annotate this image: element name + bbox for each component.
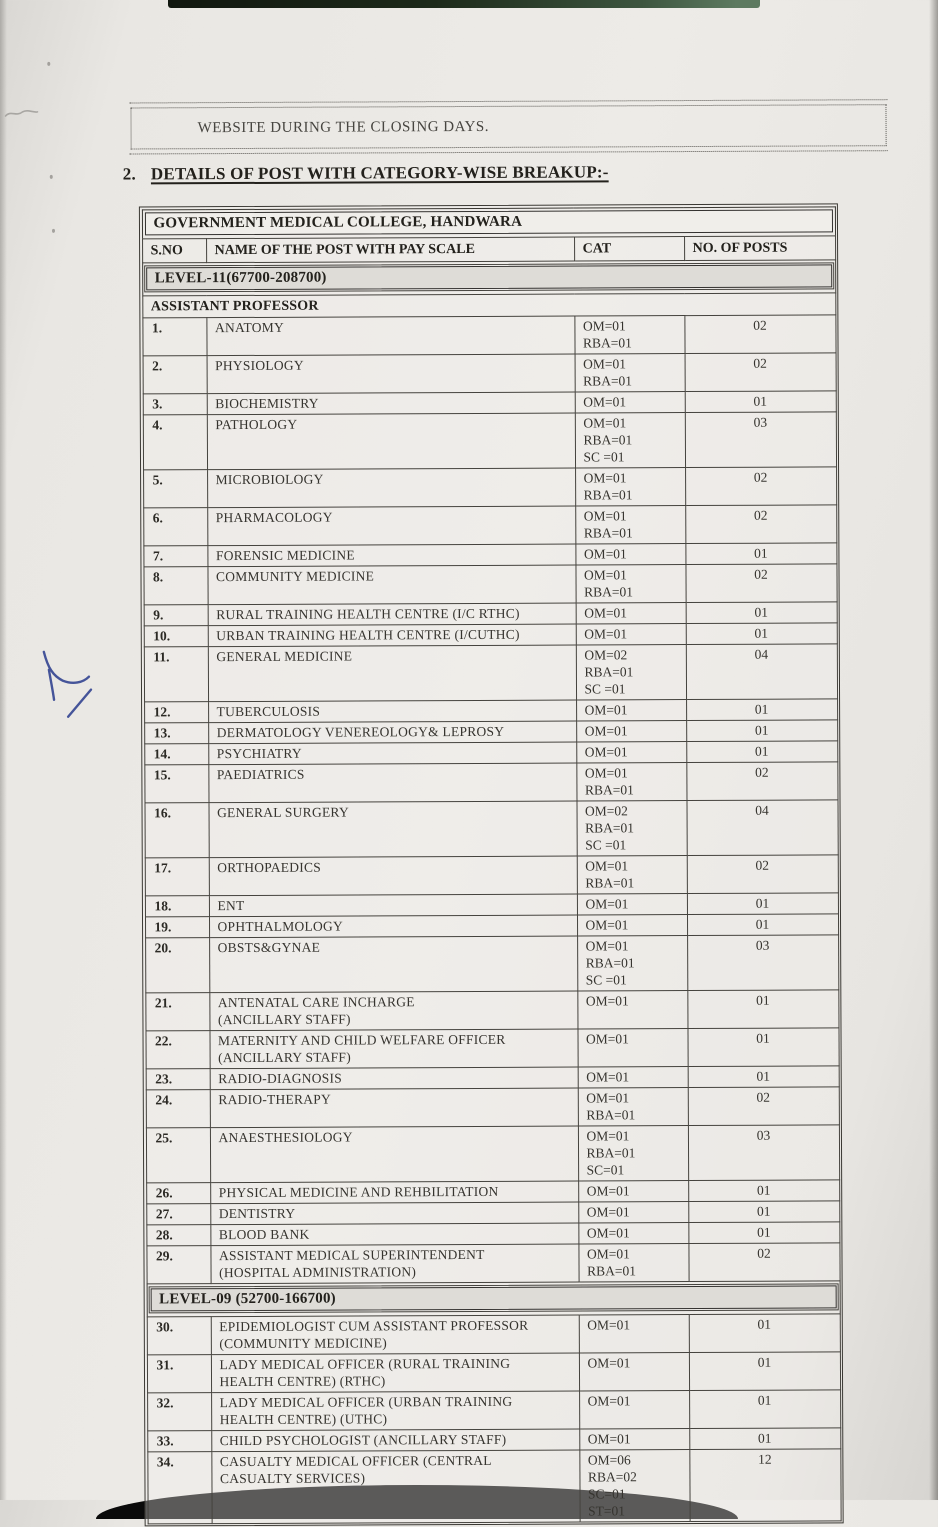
cell-serial-number: 18. — [145, 895, 209, 916]
table-row — [147, 1389, 840, 1430]
cell-category-breakup: OM=01 — [579, 1428, 689, 1449]
cell-serial-number: 22. — [145, 1030, 209, 1068]
cell-number-of-posts: 01 — [689, 1427, 840, 1449]
cell-serial-number: 11. — [144, 646, 208, 701]
ink-speck — [50, 175, 53, 179]
cell-serial-number: 3. — [143, 393, 207, 414]
cell-post-name: PATHOLOGY — [207, 413, 575, 470]
cell-number-of-posts: 12 — [689, 1448, 840, 1521]
cell-post-name: PHYSIOLOGY — [207, 354, 575, 394]
cell-serial-number: 14. — [144, 743, 208, 764]
table-row — [146, 1086, 839, 1127]
cell-category-breakup: OM=01 RBA=01 — [574, 315, 684, 353]
cell-serial-number: 34. — [147, 1451, 211, 1523]
cell-serial-number: 25. — [146, 1127, 210, 1182]
cell-post-name: OPHTHALMOLOGY — [209, 915, 577, 938]
cell-number-of-posts: 01 — [686, 622, 837, 644]
table-row — [144, 761, 837, 802]
cell-post-name: GENERAL SURGERY — [208, 801, 576, 858]
col-header-sno: S.NO — [142, 238, 206, 262]
cell-category-breakup: OM=01 — [575, 543, 685, 564]
table-row — [147, 1448, 840, 1523]
cell-number-of-posts: 01 — [689, 1389, 840, 1428]
ink-speck — [52, 229, 55, 233]
cell-number-of-posts: 01 — [687, 989, 838, 1028]
cell-post-name: BIOCHEMISTRY — [207, 392, 575, 415]
cell-category-breakup: OM=01 — [576, 741, 686, 762]
table-row — [145, 854, 838, 895]
blue-pen-tick-mark — [31, 640, 111, 740]
cell-post-name: URBAN TRAINING HEALTH CENTRE (I/CUTHC) — [208, 624, 576, 647]
table-row — [146, 1242, 839, 1283]
cell-category-breakup: OM=01 RBA=01 SC =01 — [577, 935, 687, 990]
cell-serial-number: 8. — [143, 566, 207, 604]
cell-post-name: ANATOMY — [206, 316, 574, 356]
cell-post-name: PHYSICAL MEDICINE AND REHBILITATION — [210, 1181, 578, 1204]
cell-serial-number: 32. — [147, 1392, 211, 1430]
section-number: 2. — [122, 164, 136, 184]
cell-category-breakup: OM=01 — [577, 990, 687, 1028]
cell-serial-number: 6. — [143, 507, 207, 545]
cell-category-breakup: OM=02 RBA=01 SC =01 — [576, 644, 686, 699]
level-11-rows — [142, 314, 839, 1283]
cell-number-of-posts: 01 — [687, 1027, 838, 1066]
cell-number-of-posts: 03 — [687, 934, 838, 990]
cell-serial-number: 1. — [142, 317, 206, 355]
table-row — [146, 1065, 839, 1089]
table-row — [144, 601, 837, 625]
cell-serial-number: 27. — [146, 1203, 210, 1224]
cell-serial-number: 31. — [147, 1354, 211, 1392]
cell-category-breakup: OM=01 — [576, 602, 686, 623]
cell-serial-number: 13. — [144, 722, 208, 743]
cell-post-name: LADY MEDICAL OFFICER (URBAN TRAINING HEALTH CENTRE) (UTHC) — [211, 1391, 579, 1431]
cell-category-breakup: OM=01 — [579, 1390, 689, 1428]
cell-number-of-posts: 02 — [685, 504, 836, 543]
col-header-post-name: NAME OF THE POST WITH PAY SCALE — [206, 237, 574, 263]
cell-category-breakup: OM=01 RBA=01 — [576, 762, 686, 800]
cell-serial-number: 5. — [143, 469, 207, 507]
notice-box — [130, 104, 886, 149]
table-row — [144, 719, 837, 743]
col-header-cat: CAT — [574, 236, 684, 260]
table-row — [145, 913, 838, 937]
cell-category-breakup: OM=01 — [579, 1352, 689, 1390]
table-row — [144, 799, 837, 857]
cell-number-of-posts: 01 — [689, 1313, 840, 1352]
cell-post-name: OBSTS&GYNAE — [209, 936, 577, 993]
cell-post-name: ANTENATAL CARE INCHARGE (ANCILLARY STAFF) — [209, 991, 577, 1031]
cell-category-breakup: OM=01 — [578, 1201, 688, 1222]
table-row — [143, 542, 836, 566]
table-row — [145, 989, 838, 1030]
cell-post-name: RURAL TRAINING HEALTH CENTRE (I/C RTHC) — [208, 603, 576, 626]
table-row — [143, 504, 836, 545]
level-11-banner: LEVEL-11(67700-208700) — [146, 264, 832, 290]
cell-number-of-posts: 01 — [689, 1351, 840, 1390]
cell-category-breakup: OM=01 — [577, 914, 687, 935]
cell-number-of-posts: 01 — [686, 698, 837, 720]
cell-serial-number: 23. — [146, 1068, 210, 1089]
cell-category-breakup: OM=01 — [577, 1028, 687, 1066]
pencil-squiggle-mark — [2, 106, 40, 124]
cell-category-breakup: OM=01 RBA=01 — [575, 505, 685, 543]
college-banner-row — [142, 206, 835, 238]
table-row — [145, 934, 838, 992]
cell-number-of-posts: 01 — [688, 1221, 839, 1243]
cell-serial-number: 24. — [146, 1089, 210, 1127]
cell-post-name: PSYCHIATRY — [208, 742, 576, 765]
cell-post-name: ENT — [209, 894, 577, 917]
table-row — [143, 466, 836, 507]
cell-number-of-posts: 01 — [685, 390, 836, 412]
cell-category-breakup: OM=01 RBA=01 — [575, 564, 685, 602]
cell-category-breakup: OM=01 — [578, 1066, 688, 1087]
cell-number-of-posts: 03 — [685, 411, 836, 467]
table-row — [144, 643, 837, 701]
cell-serial-number: 19. — [145, 916, 209, 937]
college-name-banner: GOVERNMENT MEDICAL COLLEGE, HANDWARA — [144, 209, 832, 235]
cell-serial-number: 17. — [145, 857, 209, 895]
cell-serial-number: 4. — [143, 414, 207, 469]
table-row — [144, 622, 837, 646]
cell-number-of-posts: 02 — [685, 352, 836, 391]
cell-serial-number: 12. — [144, 701, 208, 722]
cell-serial-number: 2. — [143, 355, 207, 393]
cell-post-name: BLOOD BANK — [210, 1223, 578, 1246]
cell-post-name: CASUALTY MEDICAL OFFICER (CENTRAL CASUALTY SERVICES) — [211, 1450, 579, 1524]
cell-serial-number: 16. — [144, 802, 208, 857]
cell-category-breakup: OM=01 RBA=01 — [578, 1243, 688, 1281]
cell-category-breakup: OM=01 RBA=01 — [575, 353, 685, 391]
table-row — [146, 1179, 839, 1203]
table-row — [143, 563, 836, 604]
cell-post-name: EPIDEMIOLOGIST CUM ASSISTANT PROFESSOR (COMMUNITY MEDICINE) — [211, 1315, 579, 1355]
cell-number-of-posts: 04 — [686, 643, 837, 699]
table-row — [143, 390, 836, 414]
cell-category-breakup: OM=06 RBA=02 SC=01 ST=01 — [579, 1449, 689, 1521]
cell-number-of-posts: 02 — [685, 563, 836, 602]
col-header-no-of-posts: NO. OF POSTS — [684, 235, 835, 260]
cell-post-name: TUBERCULOSIS — [208, 700, 576, 723]
level-09-banner-row — [147, 1280, 840, 1316]
cell-serial-number: 30. — [147, 1316, 211, 1354]
cell-number-of-posts: 02 — [688, 1086, 839, 1125]
cell-post-name: LADY MEDICAL OFFICER (RURAL TRAINING HEALTH CENTRE) (RTHC) — [211, 1353, 579, 1393]
cell-category-breakup: OM=01 — [578, 1180, 688, 1201]
cell-serial-number: 33. — [147, 1430, 211, 1451]
cell-post-name: RADIO-DIAGNOSIS — [210, 1067, 578, 1090]
cell-serial-number: 21. — [145, 992, 209, 1030]
section-heading: DETAILS OF POST WITH CATEGORY-WISE BREAKUP:- — [150, 162, 609, 184]
cell-post-name: MICROBIOLOGY — [207, 468, 575, 508]
cell-category-breakup: OM=01 — [575, 391, 685, 412]
cell-serial-number: 28. — [146, 1224, 210, 1245]
section-heading-row — [123, 162, 609, 184]
cell-category-breakup: OM=01 RBA=01 — [578, 1087, 688, 1125]
table-row — [145, 892, 838, 916]
cell-post-name: ASSISTANT MEDICAL SUPERINTENDENT (HOSPITAL ADMINISTRATION) — [210, 1244, 578, 1284]
cell-number-of-posts: 02 — [687, 854, 838, 893]
table-row — [144, 740, 837, 764]
table-row — [144, 698, 837, 722]
cell-number-of-posts: 02 — [688, 1242, 839, 1281]
assistant-professor-section-row — [142, 292, 835, 317]
cell-number-of-posts: 01 — [685, 542, 836, 564]
cell-post-name: MATERNITY AND CHILD WELFARE OFFICER (ANCILLARY STAFF) — [209, 1029, 577, 1069]
cell-post-name: COMMUNITY MEDICINE — [207, 565, 575, 605]
level-11-banner-row — [142, 259, 835, 295]
cell-number-of-posts: 01 — [688, 1065, 839, 1087]
cell-serial-number: 9. — [144, 604, 208, 625]
cell-serial-number: 26. — [146, 1182, 210, 1203]
cell-category-breakup: OM=01 — [579, 1314, 689, 1352]
cell-category-breakup: OM=01 — [576, 720, 686, 741]
cell-number-of-posts: 04 — [686, 799, 837, 855]
cell-category-breakup: OM=02 RBA=01 SC =01 — [576, 800, 686, 855]
cell-serial-number: 20. — [145, 937, 209, 992]
level-09-banner: LEVEL-09 (52700-166700) — [150, 1285, 836, 1311]
cell-serial-number: 7. — [143, 545, 207, 566]
table-row — [142, 314, 835, 355]
cell-serial-number: 10. — [144, 625, 208, 646]
cell-post-name: GENERAL MEDICINE — [208, 645, 576, 702]
cell-category-breakup: OM=01 — [578, 1222, 688, 1243]
cell-number-of-posts: 01 — [687, 892, 838, 914]
cell-post-name: CHILD PSYCHOLOGIST (ANCILLARY STAFF) — [211, 1429, 579, 1452]
table-row — [146, 1124, 839, 1182]
cell-number-of-posts: 01 — [688, 1179, 839, 1201]
table-row — [147, 1313, 840, 1354]
cell-post-name: PHARMACOLOGY — [207, 506, 575, 546]
cell-post-name: ANAESTHESIOLOGY — [210, 1126, 578, 1183]
cell-number-of-posts: 02 — [685, 466, 836, 505]
assistant-professor-label: ASSISTANT PROFESSOR — [142, 292, 835, 317]
cell-category-breakup: OM=01 RBA=01 — [577, 855, 687, 893]
cell-number-of-posts: 02 — [684, 314, 835, 353]
cell-serial-number: 15. — [144, 764, 208, 802]
column-header-row — [142, 235, 835, 262]
cell-category-breakup: OM=01 — [577, 893, 687, 914]
notice-text: WEBSITE DURING THE CLOSING DAYS. — [197, 118, 490, 136]
table-row — [145, 1027, 838, 1068]
cell-category-breakup: OM=01 RBA=01 SC=01 — [578, 1125, 688, 1180]
table-row — [147, 1351, 840, 1392]
cell-category-breakup: OM=01 RBA=01 SC =01 — [575, 412, 685, 467]
cell-post-name: ORTHOPAEDICS — [209, 856, 577, 896]
cell-post-name: RADIO-THERAPY — [210, 1088, 578, 1128]
cell-number-of-posts: 02 — [686, 761, 837, 800]
level-09-rows — [147, 1313, 841, 1523]
table-row — [146, 1221, 839, 1245]
table-row — [143, 411, 836, 469]
cell-category-breakup: OM=01 — [576, 699, 686, 720]
table-row — [147, 1427, 840, 1451]
cell-number-of-posts: 01 — [686, 719, 837, 741]
cell-post-name: DENTISTRY — [210, 1202, 578, 1225]
cell-number-of-posts: 01 — [686, 740, 837, 762]
cell-number-of-posts: 01 — [688, 1200, 839, 1222]
cell-category-breakup: OM=01 RBA=01 — [575, 467, 685, 505]
table-row — [143, 352, 836, 393]
cell-serial-number: 29. — [146, 1245, 210, 1283]
cell-number-of-posts: 01 — [686, 601, 837, 623]
ink-speck — [47, 62, 50, 66]
posts-table — [139, 203, 844, 1526]
cell-post-name: FORENSIC MEDICINE — [207, 544, 575, 567]
cell-post-name: DERMATOLOGY VENEREOLOGY& LEPROSY — [208, 721, 576, 744]
cell-post-name: PAEDIATRICS — [208, 763, 576, 803]
cell-number-of-posts: 03 — [688, 1124, 839, 1180]
cell-category-breakup: OM=01 — [576, 623, 686, 644]
table-row — [146, 1200, 839, 1224]
cell-number-of-posts: 01 — [687, 913, 838, 935]
